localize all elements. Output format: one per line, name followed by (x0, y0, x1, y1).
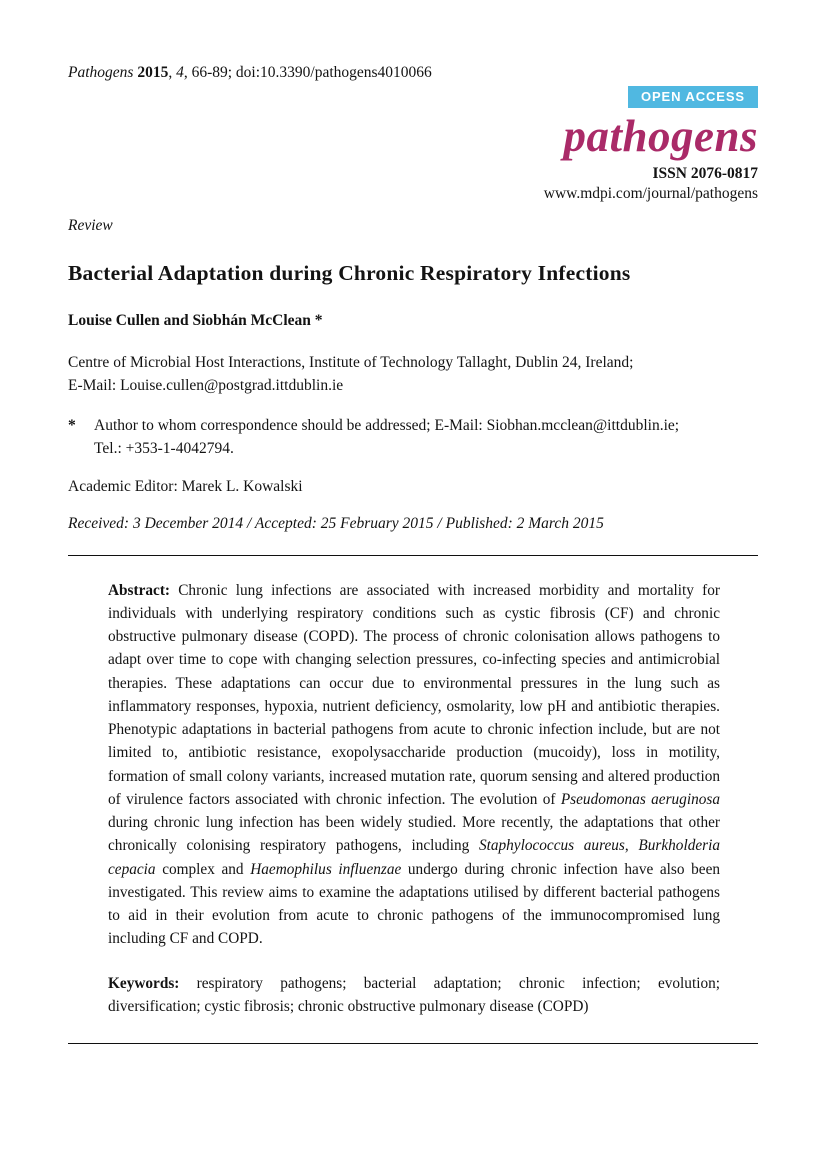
affiliation-email: E-Mail: Louise.cullen@postgrad.ittdublin.ie (68, 376, 344, 394)
species-name-haemophilus: Haemophilus influenzae (250, 860, 402, 878)
journal-url[interactable]: www.mdpi.com/journal/pathogens (543, 184, 758, 202)
abstract-text: Chronic lung infections are associated with increased morbidity and mortality for individuals with underlying respiratory conditions such as cystic fibrosis (CF) and chronic obstructive pulmonary disease (COPD). The process of chronic colonisation allows pathogens to adapt over time to cope with changing selection pressures, co-infecting species and antimicrobial therapies. These adaptations can occur due to environmental pressures in the lung such as inflammatory responses, hypoxia, nutrient deficiency, osmolarity, low pH and antibiotic therapies. Phenotypic adaptations in bacterial pathogens from acute to chronic infection include, but are not limited to, antibiotic resistance, exopolysaccharide production (mucoidy), loss in motility, formation of small colony variants, increased mutation rate, quorum sensing and altered production of virulence factors associated with chronic infection. The evolution of (108, 581, 720, 808)
article-history-dates: Received: 3 December 2014 / Accepted: 25 February 2015 / Published: 2 March 2015 (68, 514, 604, 532)
journal-masthead (68, 86, 758, 204)
abstract-text: during chronic lung infection has been widely studied. More recently, the adaptations that other chronically colonising respiratory pathogens, including (108, 814, 720, 855)
keywords-text: respiratory pathogens; bacterial adaptation; chronic infection; evolution; diversification; cystic fibrosis; chronic obstructive pulmonary disease (COPD) (108, 974, 720, 1015)
author-names: Louise Cullen and Siobhán McClean * (68, 311, 323, 329)
correspondence-phone: Tel.: +353-1-4042794. (94, 440, 234, 458)
abstract-text: , (624, 837, 639, 855)
open-access-badge: OPEN ACCESS (628, 86, 758, 108)
academic-editor: Academic Editor: Marek L. Kowalski (68, 477, 303, 495)
journal-citation (68, 62, 758, 84)
citation-year: 2015 (137, 64, 169, 81)
correspondence-note (68, 414, 758, 461)
abstract-label: Abstract: (108, 581, 179, 599)
article-title: Bacterial Adaptation during Chronic Respiratory Infections (68, 260, 631, 285)
correspondence-text (94, 414, 758, 461)
article-type-label: Review (68, 216, 113, 234)
correspondence-line: Author to whom correspondence should be addressed; E-Mail: Siobhan.mcclean@ittdublin.ie; (94, 417, 680, 435)
keywords-label: Keywords: (108, 974, 197, 992)
citation-separator: , (168, 64, 177, 81)
citation-volume: 4 (176, 64, 184, 81)
divider-bottom (68, 1043, 758, 1044)
divider-top (68, 555, 758, 556)
affiliation (68, 351, 758, 398)
abstract (108, 579, 720, 951)
species-name-staphylococcus: Staphylococcus aureus (478, 837, 625, 855)
journal-logo: pathogens (563, 111, 758, 162)
affiliation-address: Centre of Microbial Host Interactions, Institute of Technology Tallaght, Dublin 24, Ireland; (68, 353, 634, 371)
abstract-text: undergo during chronic infection have also been investigated. This review aims to examine the adaptations utilised by different bacterial pathogens to aid in their evolution from acute to chronic pathogens of the immunocompromised lung including CF and COPD. (108, 860, 721, 948)
correspondence-marker: * (68, 417, 76, 435)
abstract-text: complex and (155, 860, 251, 878)
keywords (108, 972, 720, 1019)
citation-journal: Pathogens (68, 64, 138, 81)
citation-pages-doi: , 66-89; doi:10.3390/pathogens4010066 (183, 64, 432, 81)
journal-issn: ISSN 2076-0817 (652, 164, 758, 182)
species-name-burkholderia: Burkholderia cepacia (108, 837, 720, 878)
species-name-pseudomonas: Pseudomonas aeruginosa (560, 790, 720, 808)
